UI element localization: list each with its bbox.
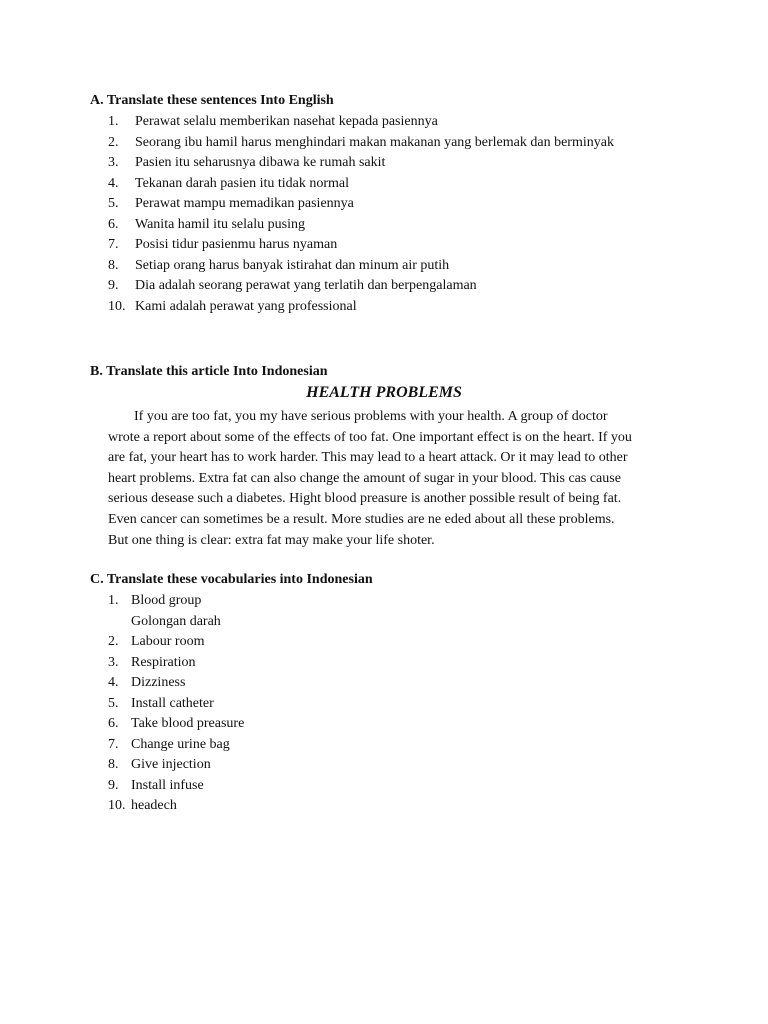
list-item <box>108 632 508 653</box>
item-text: Posisi tidur pasienmu harus nyaman <box>135 237 338 252</box>
article-line: wrote a report about some of the effects of too fat. One important effect is on the heart. If you <box>108 429 632 445</box>
article-line: serious desease such a diabetes. Hight blood preasure is another possible result of being fat. <box>108 491 622 507</box>
item-number: 5. <box>108 196 119 211</box>
item-number: 4. <box>108 175 119 191</box>
item-text: Install infuse <box>131 777 204 793</box>
item-text: Change urine bag <box>131 736 230 752</box>
item-number: 1. <box>108 114 119 129</box>
item-number: 8. <box>108 257 119 273</box>
list-item <box>108 112 708 133</box>
item-text: Tekanan darah pasien itu tidak normal <box>135 175 349 191</box>
article-body <box>108 407 678 551</box>
item-text: headech <box>131 798 177 813</box>
item-text: Pasien itu seharusnya dibawa ke rumah sakit <box>135 155 386 170</box>
item-text: Seorang ibu hamil harus menghindari makan makanan yang berlemak dan berminyak <box>135 134 614 150</box>
item-number: 2. <box>108 134 119 150</box>
item-text: Kami adalah perawat yang professional <box>135 298 357 314</box>
list-item <box>108 153 708 174</box>
list-item <box>108 591 508 612</box>
section-a-heading: A. Translate these sentences Into English <box>90 93 334 108</box>
item-number: 6. <box>108 716 119 731</box>
item-number: 3. <box>108 654 119 670</box>
item-text: Give injection <box>131 757 211 772</box>
list-item <box>108 276 708 297</box>
item-number: 6. <box>108 216 119 232</box>
item-number: 8. <box>108 757 119 772</box>
list-item <box>108 215 708 236</box>
item-number: 2. <box>108 634 119 649</box>
list-item <box>108 174 708 195</box>
list-item <box>108 297 708 318</box>
article-line: If you are too fat, you my have serious problems with your health. A group of doctor <box>134 409 608 424</box>
list-item <box>108 735 508 756</box>
vocabulary-answer: Golongan darah <box>131 613 221 629</box>
item-text: Perawat mampu memadikan pasiennya <box>135 196 354 211</box>
article-line: are fat, your heart has to work harder. This may lead to a heart attack. Or it may lead to other <box>108 450 628 466</box>
item-number: 7. <box>108 237 119 252</box>
item-text: Dia adalah seorang perawat yang terlatih dan berpengalaman <box>135 278 477 293</box>
item-number: 9. <box>108 278 119 293</box>
section-c-heading: C. Translate these vocabularies into Indonesian <box>90 572 373 587</box>
section-b-heading: B. Translate this article Into Indonesian <box>90 364 328 379</box>
item-text: Take blood preasure <box>131 716 245 731</box>
list-item <box>108 235 708 256</box>
item-number: 10. <box>108 298 126 314</box>
list-item <box>108 653 508 674</box>
article-line: Even cancer can sometimes be a result. More studies are ne eded about all these problems. <box>108 511 615 527</box>
item-number: 9. <box>108 777 119 793</box>
item-number: 4. <box>108 675 119 690</box>
list-item <box>108 755 508 776</box>
list-item <box>108 256 708 277</box>
item-text: Wanita hamil itu selalu pusing <box>135 216 305 232</box>
item-text: Setiap orang harus banyak istirahat dan minum air putih <box>135 257 450 273</box>
list-item <box>108 796 508 817</box>
item-number: 5. <box>108 695 119 711</box>
list-item <box>108 694 508 715</box>
article-line: heart problems. Extra fat can also change the amount of sugar in your blood. This cas cause <box>108 470 621 486</box>
item-text: Respiration <box>131 654 196 670</box>
list-item <box>108 673 508 694</box>
item-text: Perawat selalu memberikan nasehat kepada pasiennya <box>135 114 438 129</box>
item-number: 10. <box>108 798 126 813</box>
list-item <box>108 194 708 215</box>
item-number: 3. <box>108 155 119 170</box>
item-text: Blood group <box>131 593 202 608</box>
list-item <box>108 714 508 735</box>
section-c-list <box>108 591 508 817</box>
item-text: Labour room <box>131 634 205 649</box>
item-number: 1. <box>108 593 119 608</box>
item-text: Install catheter <box>131 695 214 711</box>
list-item <box>108 776 508 797</box>
list-item <box>108 133 708 154</box>
item-text: Dizziness <box>131 675 186 690</box>
article-title: HEALTH PROBLEMS <box>306 384 462 401</box>
item-number: 7. <box>108 736 119 752</box>
article-line: But one thing is clear: extra fat may make your life shoter. <box>108 532 435 548</box>
section-a-list <box>108 112 708 317</box>
